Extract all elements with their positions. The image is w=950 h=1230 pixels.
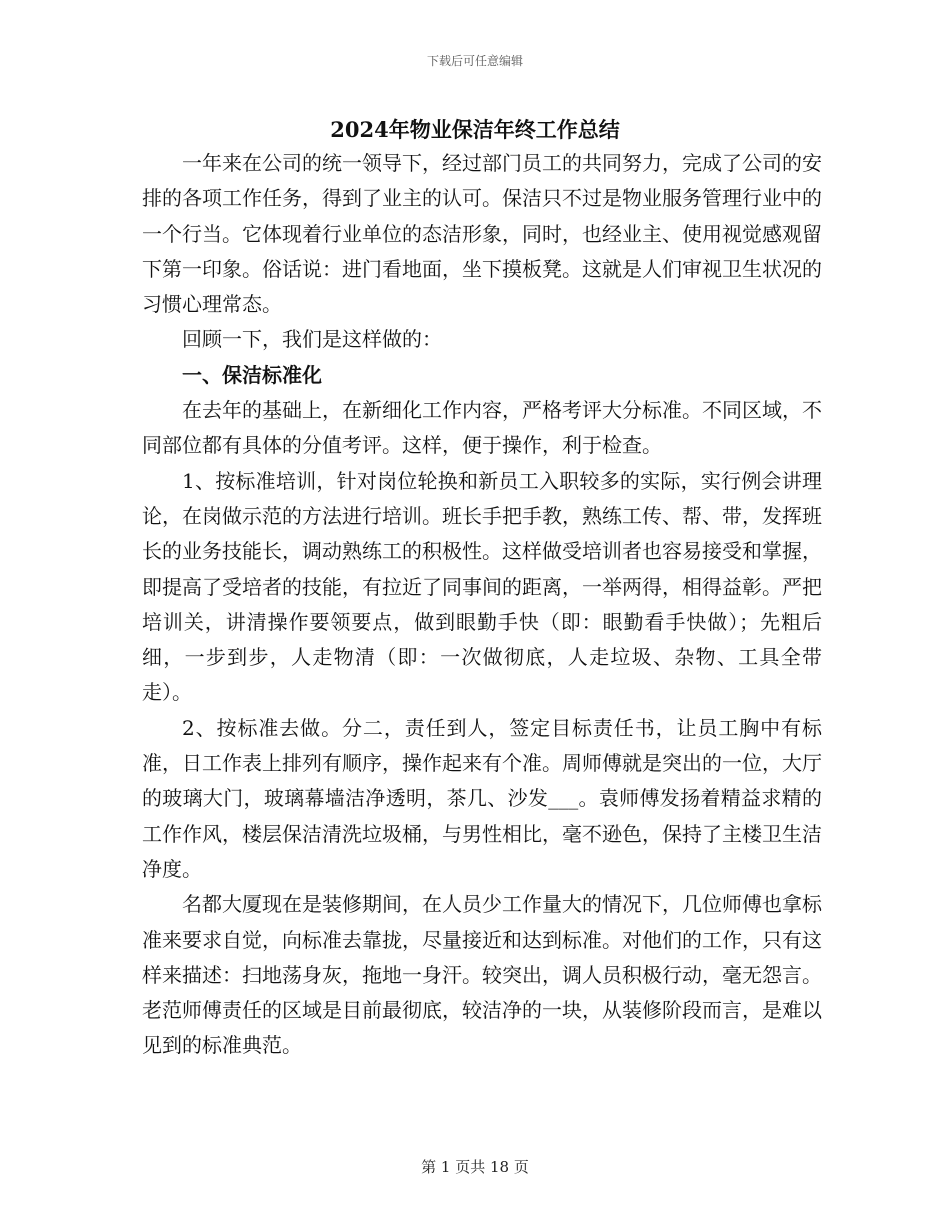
paragraph-review: 回顾一下，我们是这样做的： [182, 327, 442, 352]
document-body [142, 146, 822, 1064]
paragraph-intro: 一年来在公司的统一领导下，经过部门员工的共同努力，完成了公司的安排的各项工作任务，得到了业主的认可。保洁只不过是物业服务管理行业中的一个行当。它体现着行业单位的态洁形象，同时，也经业主、使用视觉感观留下第一印象。俗话说：进门看地面，坐下摸板凳。这就是人们审视卫生状况的习惯心理常态。 [142, 151, 822, 317]
page-footer: 第 1 页共 18 页 [421, 1158, 529, 1176]
paragraph-training: 1、按标准培训，针对岗位轮换和新员工入职较多的实际，实行例会讲理论，在岗做示范的方法进行培训。班长手把手教，熟练工传、帮、带，发挥班长的业务技能长，调动熟练工的积极性。这样做受培训者也容易接受和掌握，即提高了受培者的技能，有拉近了同事间的距离，一举两得，相得益彰。严把培训关，讲清操作要领要点，做到眼勤手快（即：眼勤看手快做）；先粗后细，一步到步，人走物清（即：一次做彻底，人走垃圾、杂物、工具全带走）。 [142, 468, 822, 705]
paragraph-standards: 在去年的基础上，在新细化工作内容，严格考评大分标准。不同区域，不同部位都有具体的分值考评。这样，便于操作，利于检查。 [142, 398, 822, 458]
header-note: 下载后可任意编辑 [426, 54, 523, 68]
document-title: 2024年物业保洁年终工作总结 [330, 117, 620, 142]
paragraph-mingdu: 名都大厦现在是装修期间，在人员少工作量大的情况下，几位师傅也拿标准来要求自觉，向标准去靠拢，尽量接近和达到标准。对他们的工作，只有这样来描述：扫地荡身灰，拖地一身汗。较突出，调人员积极行动，毫无怨言。老范师傅责任的区域是目前最彻底，较洁净的一块，从装修阶段而言，是难以见到的标准典范。 [142, 892, 822, 1058]
section-heading: 一、保洁标准化 [182, 362, 322, 387]
paragraph-execution: 2、按标准去做。分二，责任到人，签定目标责任书，让员工胸中有标准，日工作表上排列有顺序，操作起来有个准。周师傅就是突出的一位，大厅的玻璃大门，玻璃幕墙洁净透明，茶几、沙发___。袁师傅发扬着精益求精的工作作风，楼层保洁清洗垃圾桶，与男性相比，毫不逊色，保持了主楼卫生洁净度。 [142, 715, 822, 881]
